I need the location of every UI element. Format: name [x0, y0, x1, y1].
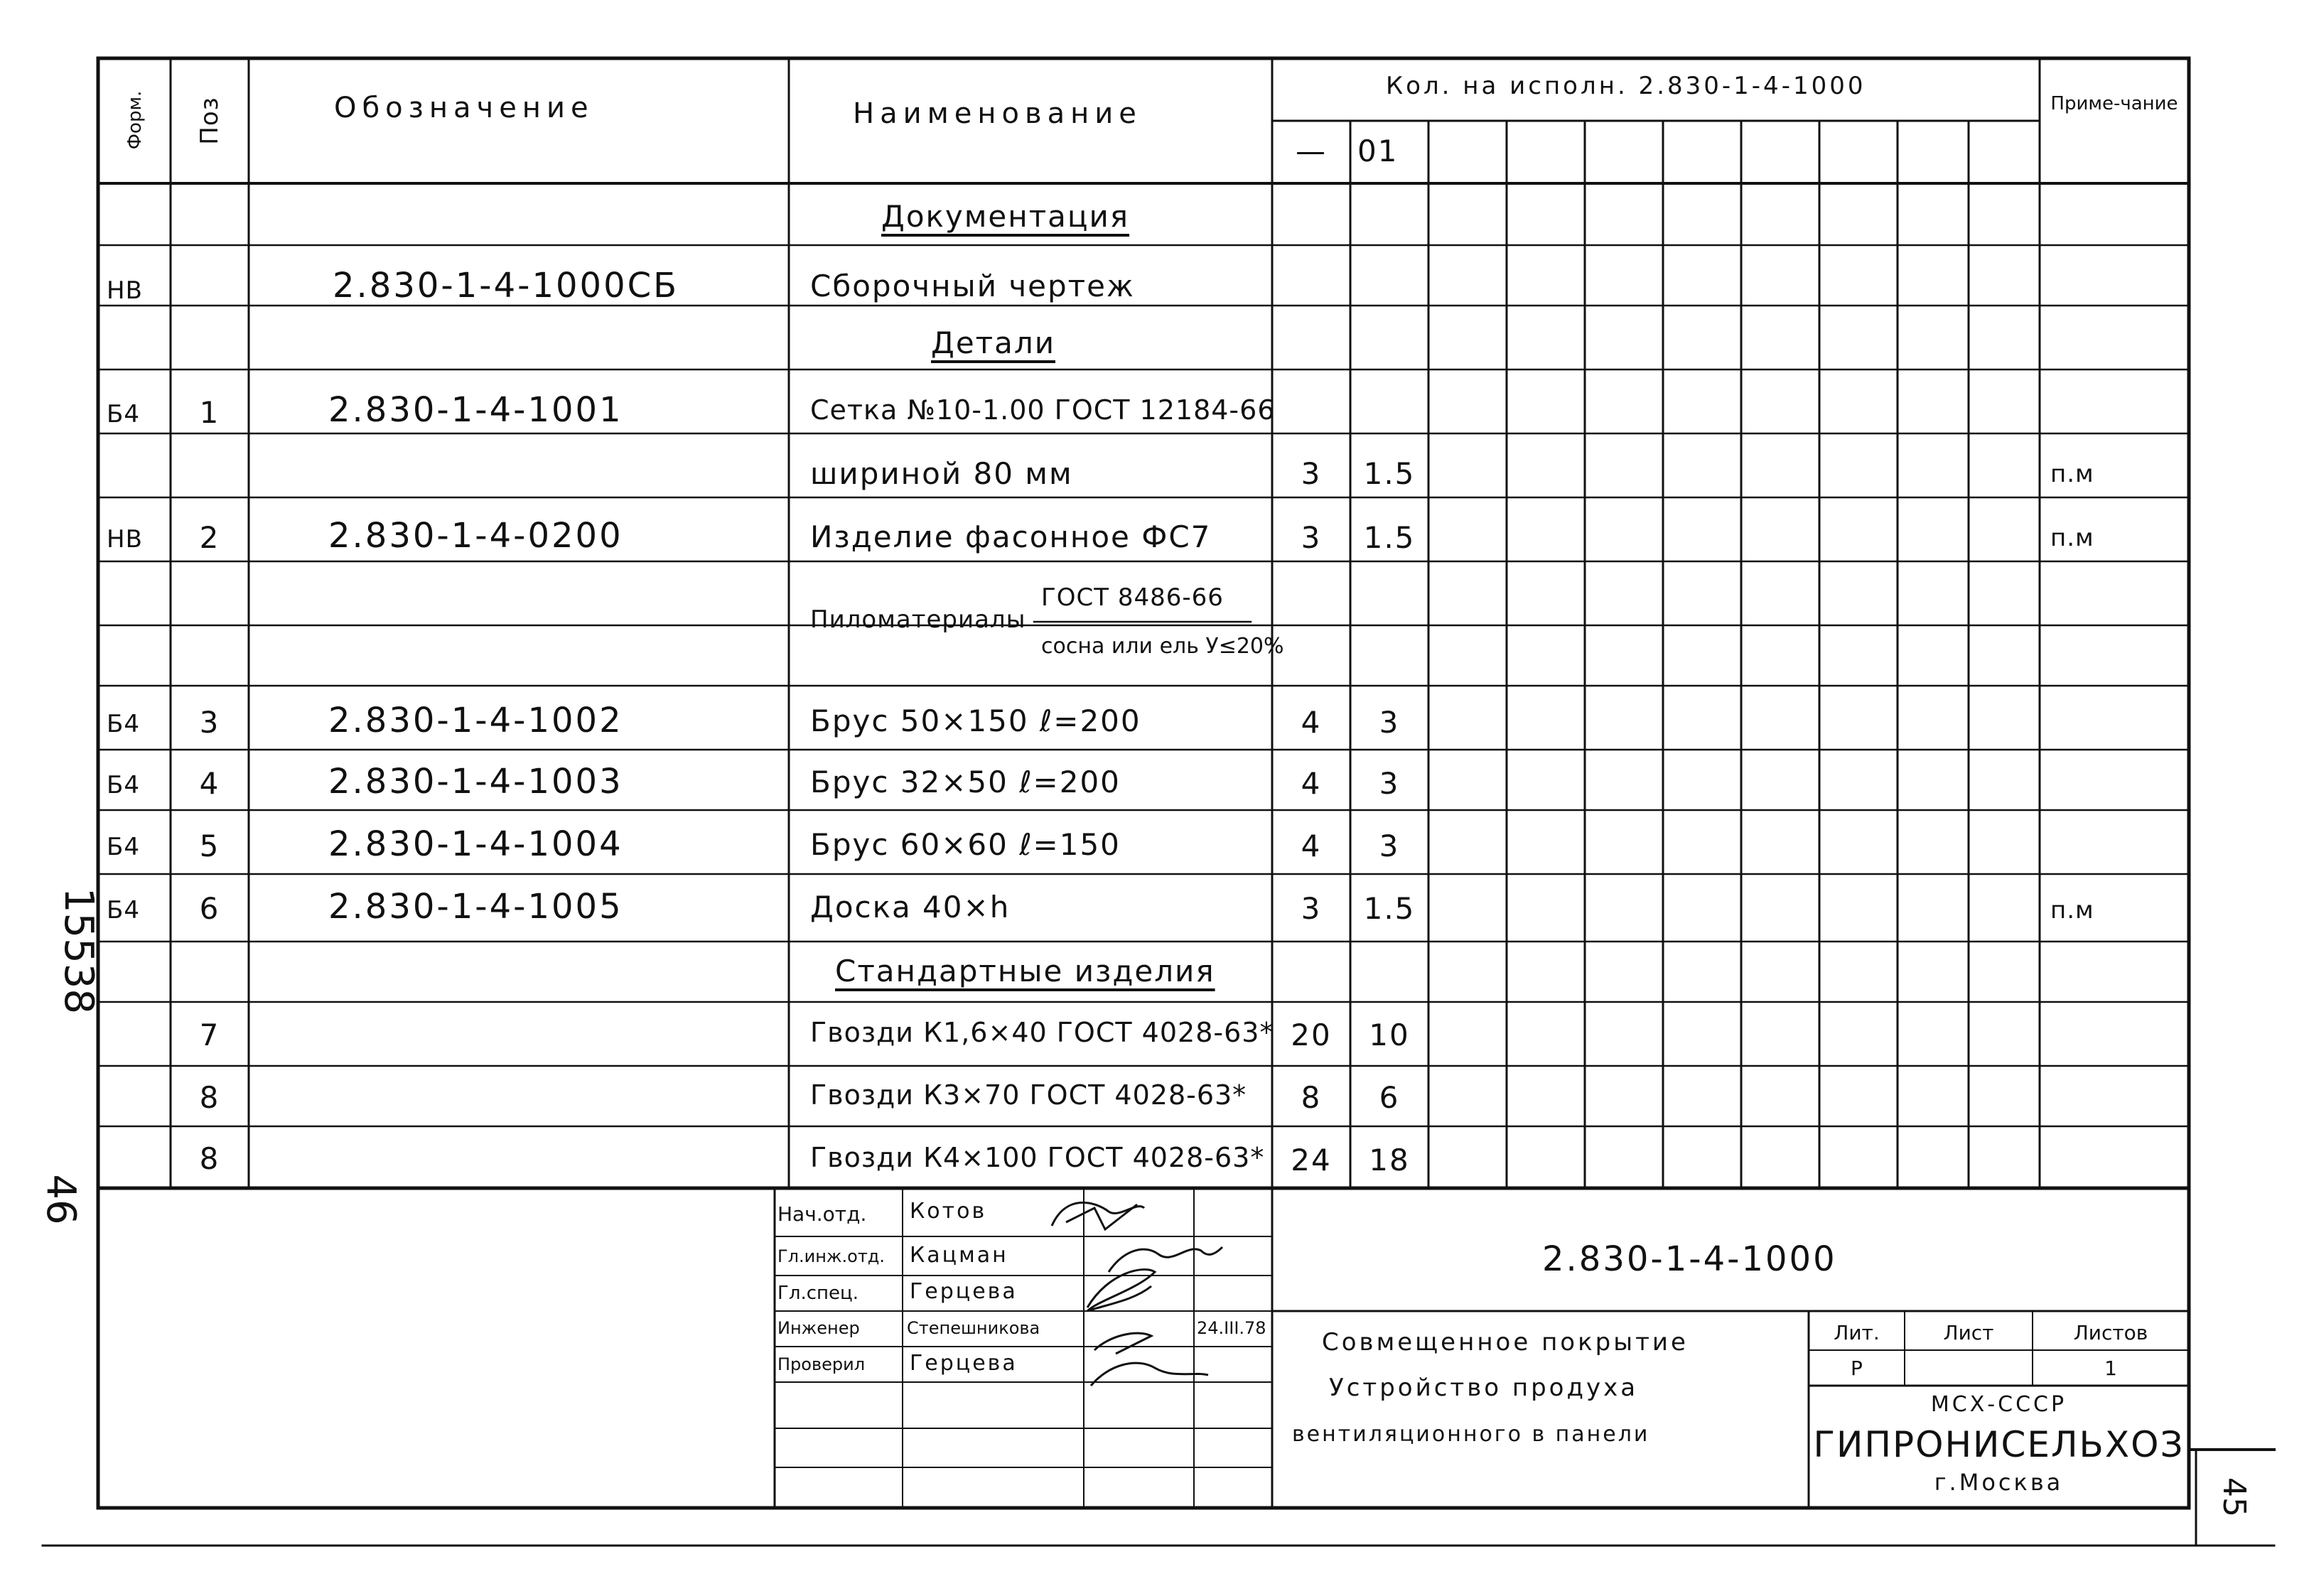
section-details: Детали: [931, 325, 1055, 360]
table-row-name: Изделие фасонное ФС7: [810, 519, 1212, 554]
stamp-title-line1: Совмещенное покрытие: [1322, 1328, 1689, 1357]
table-row-designation: 2.830-1-4-1005: [328, 887, 623, 927]
table-row-pos: 3: [199, 705, 220, 740]
table-row-pos: 8: [199, 1080, 220, 1115]
table-row-qty1: 20: [1291, 1018, 1332, 1052]
table-row-qty2: 6: [1379, 1080, 1400, 1115]
table-row-qty2: 3: [1379, 705, 1400, 740]
stamp-sheets-value: 1: [2104, 1357, 2117, 1380]
stamp-lit-label: Лит.: [1834, 1321, 1880, 1344]
stamp-title-line2: Устройство продуха: [1329, 1374, 1639, 1402]
table-row-note: п.м: [2050, 896, 2094, 924]
table-row-pos: 1: [199, 395, 220, 430]
header-name: Наименование: [853, 97, 1142, 130]
stamp-signer-name: Кацман: [910, 1243, 1008, 1268]
lumber-species: сосна или ель У≤20%: [1041, 634, 1284, 659]
stamp-org-ministry: МСХ-СССР: [1930, 1392, 2067, 1417]
table-row-name: Брус 50×150 ℓ=200: [810, 703, 1141, 738]
section-documentation: Документация: [881, 199, 1130, 234]
table-row-name: Сетка №10-1.00 ГОСТ 12184-66: [810, 394, 1276, 426]
table-row-qty2: 1.5: [1363, 456, 1416, 491]
table-row-qty1: 24: [1291, 1143, 1332, 1177]
sheet-reference: 46: [38, 1174, 84, 1225]
header-pos: Поз: [195, 97, 224, 145]
stamp-role: Гл.спец.: [777, 1283, 859, 1304]
header-qty: Кол. на исполн. 2.830-1-4-1000: [1386, 72, 1866, 100]
table-row-qty2: 10: [1369, 1018, 1410, 1052]
stamp-role: Нач.отд.: [777, 1202, 867, 1226]
stamp-role: Гл.инж.отд.: [777, 1246, 886, 1266]
table-row-format: НВ: [107, 276, 143, 305]
table-row-name: Гвозди К4×100 ГОСТ 4028-63*: [810, 1142, 1265, 1173]
table-row-pos: 2: [199, 520, 220, 555]
table-row-pos: 7: [199, 1018, 220, 1052]
table-row-pos: 4: [199, 766, 220, 801]
stamp-title-line3: вентиляционного в панели: [1292, 1422, 1650, 1447]
table-row-designation: 2.830-1-4-1003: [328, 762, 623, 802]
stamp-sheets-label: Листов: [2073, 1321, 2148, 1344]
signatures: [1052, 1202, 1222, 1386]
table-row-designation: 2.830-1-4-1000СБ: [333, 266, 679, 306]
stamp-sheet-label: Лист: [1943, 1321, 1994, 1344]
table-row-format: Б4: [107, 896, 140, 924]
stamp-date: 24.III.78: [1197, 1318, 1266, 1338]
table-row-name: Гвозди К1,6×40 ГОСТ 4028-63*: [810, 1017, 1274, 1048]
stamp-role: Инженер: [777, 1318, 860, 1338]
header-variant-dash: —: [1296, 134, 1327, 168]
stamp-org-city: г.Москва: [1934, 1469, 2064, 1496]
table-row-note: п.м: [2050, 460, 2094, 488]
stamp-doc-number: 2.830-1-4-1000: [1542, 1239, 1837, 1279]
table-row-name: Брус 32×50 ℓ=200: [810, 765, 1121, 799]
table-row-name: Гвозди К3×70 ГОСТ 4028-63*: [810, 1079, 1247, 1111]
table-row-name: шириной 80 мм: [810, 456, 1073, 491]
table-row-format: Б4: [107, 833, 140, 861]
table-row-name: Доска 40×h: [810, 890, 1011, 924]
table-row-qty2: 1.5: [1363, 891, 1416, 926]
table-row-qty1: 4: [1301, 705, 1322, 740]
table-row-name: Брус 60×60 ℓ=150: [810, 827, 1121, 862]
stamp-signer-name: Герцева: [910, 1279, 1018, 1304]
table-row-designation: 2.830-1-4-1001: [328, 390, 623, 430]
table-row-qty2: 3: [1379, 829, 1400, 863]
table-row-qty1: 4: [1301, 766, 1322, 801]
table-row-qty2: 18: [1369, 1143, 1410, 1177]
table-row-pos: 5: [199, 829, 220, 863]
table-row-qty1: 8: [1301, 1080, 1322, 1115]
section-standard: Стандартные изделия: [835, 954, 1215, 988]
stamp-signer-name: Котов: [910, 1199, 987, 1224]
table-row-qty2: 3: [1379, 766, 1400, 801]
table-row-qty2: 1.5: [1363, 520, 1416, 555]
inventory-number: 15538: [55, 887, 102, 1015]
table-row-qty1: 3: [1301, 456, 1322, 491]
table-row-format: Б4: [107, 771, 140, 799]
header-note: Приме-чание: [2050, 93, 2178, 114]
table-row-qty1: 4: [1301, 829, 1322, 863]
table-row-designation: 2.830-1-4-0200: [328, 516, 623, 556]
stamp-signer-name: Степешникова: [907, 1318, 1040, 1338]
page-number: 45: [2216, 1477, 2252, 1517]
table-row-pos: 6: [199, 891, 220, 926]
header-format: Форм.: [124, 90, 146, 150]
table-row-format: Б4: [107, 400, 140, 428]
table-row-pos: 8: [199, 1141, 220, 1176]
table-row-note: п.м: [2050, 524, 2094, 552]
stamp-role: Проверил: [777, 1354, 866, 1374]
table-row-designation: 2.830-1-4-1002: [328, 701, 623, 740]
header-variant-01: 01: [1357, 134, 1399, 168]
table-row-qty1: 3: [1301, 891, 1322, 926]
lumber-standard: ГОСТ 8486-66: [1041, 583, 1224, 612]
stamp-lit-value: Р: [1851, 1357, 1863, 1380]
table-row-designation: 2.830-1-4-1004: [328, 824, 623, 864]
table-row-name: Сборочный чертеж: [810, 269, 1135, 303]
stamp-org-name: ГИПРОНИСЕЛЬХОЗ: [1813, 1424, 2185, 1465]
header-designation: Обозначение: [334, 92, 594, 124]
stamp-signer-name: Герцева: [910, 1351, 1018, 1376]
table-row-qty1: 3: [1301, 520, 1322, 555]
lumber-label: Пиломатериалы: [810, 605, 1026, 634]
table-row-format: Б4: [107, 710, 140, 738]
table-row-format: НВ: [107, 525, 143, 554]
